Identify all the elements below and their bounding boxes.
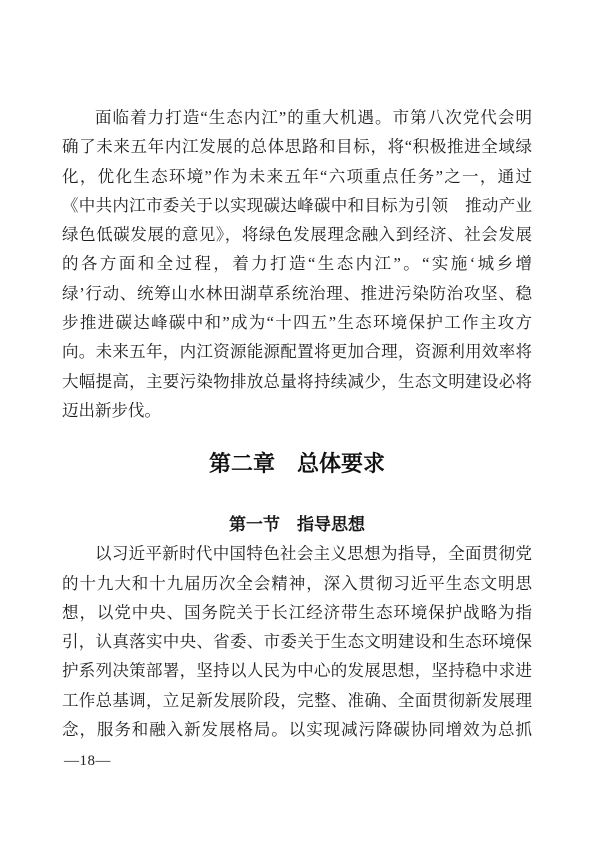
section-heading: 第一节 指导思想 — [229, 515, 365, 535]
body-line: 想，以党中央、国务院关于长江经济带生态环境保护战略为指 — [62, 602, 532, 622]
page-number: —18— — [64, 753, 111, 769]
body-line: 向。未来五年，内江资源能源配置将更加合理，资源利用效率将 — [62, 342, 532, 362]
body-line: 绿色低碳发展的意见》，将绿色发展理念融入到经济、社会发展 — [62, 225, 532, 245]
body-line: 步推进碳达峰碳中和”成为“十四五”生态环境保护工作主攻方 — [62, 313, 532, 333]
body-line: 化，优化生态环境”作为未来五年“六项重点任务”之一，通过 — [62, 166, 532, 186]
body-line: 念，服务和融入新发展格局。以实现减污降碳协同增效为总抓 — [62, 720, 532, 740]
document-content — [62, 103, 532, 744]
body-line: 确了未来五年内江发展的总体思路和目标，将“积极推进全域绿 — [62, 137, 532, 157]
paragraph-1 — [62, 103, 532, 425]
body-line: 以习近平新时代中国特色社会主义思想为指导，全面贯彻党 — [95, 544, 532, 564]
body-line: 迈出新步伐。 — [62, 400, 161, 420]
body-line: 面临着力打造“生态内江”的重大机遇。市第八次党代会明 — [95, 108, 532, 127]
body-line: 《中共内江市委关于以实现碳达峰碳中和目标为引领 推动产业 — [62, 195, 532, 215]
body-line: 大幅提高，主要污染物排放总量将持续减少，生态文明建设必将 — [62, 371, 532, 391]
body-line: 绿’行动、统筹山水林田湖草系统治理、推进污染防治攻坚、稳 — [62, 283, 532, 303]
paragraph-2 — [62, 539, 532, 744]
body-line: 工作总基调，立足新发展阶段，完整、准确、全面贯彻新发展理 — [62, 690, 532, 710]
body-line: 引，认真落实中央、省委、市委关于生态文明建设和生态环境保 — [62, 632, 532, 652]
chapter-heading: 第二章 总体要求 — [208, 451, 385, 477]
body-line: 的各方面和全过程，着力打造“生态内江”。“实施‘城乡增 — [62, 254, 532, 274]
body-line: 的十九大和十九届历次全会精神，深入贯彻习近平生态文明思 — [62, 573, 532, 593]
body-line: 护系列决策部署，坚持以人民为中心的发展思想，坚持稳中求进 — [62, 661, 532, 681]
